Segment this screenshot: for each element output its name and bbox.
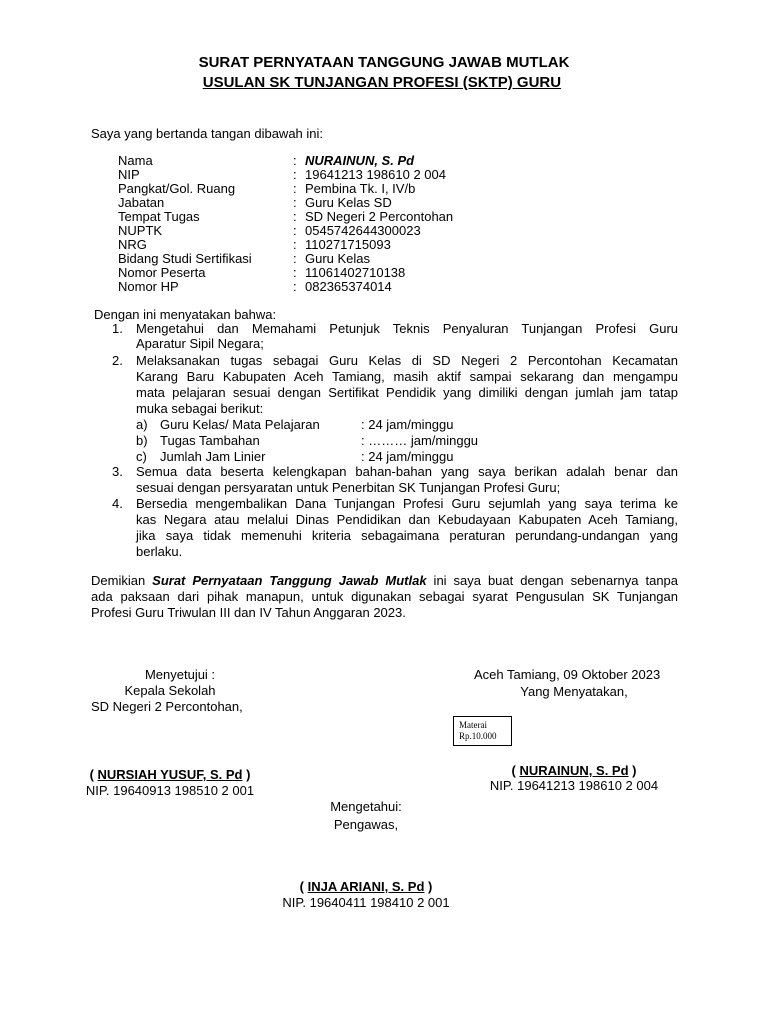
list-line: Aparatur Sipil Negara; xyxy=(136,336,264,351)
sub-item-value: : 24 jam/minggu xyxy=(361,449,454,464)
list-line: kas Negara atau melalui Dinas Pendidikan dan Kebudayaan Kabupaten Aceh Tamiang, xyxy=(136,512,678,527)
identity-colon: : xyxy=(293,223,297,238)
list-number: 4. xyxy=(112,496,123,511)
headmaster-role: Kepala Sekolah xyxy=(124,683,216,698)
list-line: berlaku. xyxy=(136,544,183,559)
list-line: Mengetahui dan Memahami Petunjuk Teknis Penyaluran Tunjangan Profesi Guru xyxy=(136,321,678,336)
closing-line: ada paksaan dari pihak manapun, untuk digunakan sebagai syarat Pengusulan SK Tunjangan xyxy=(91,589,678,604)
identity-colon: : xyxy=(293,167,297,182)
supervisor-nip: NIP. 19640411 198410 2 001 xyxy=(282,895,450,910)
identity-label: NUPTK xyxy=(118,223,163,238)
identity-value: 11061402710138 xyxy=(305,265,406,280)
declarant-nip: NIP. 19641213 198610 2 004 xyxy=(489,778,659,793)
identity-value: Guru Kelas SD xyxy=(305,195,392,210)
identity-value: NURAINUN, S. Pd xyxy=(305,153,415,168)
identity-colon: : xyxy=(293,209,297,224)
approval-label: Menyetujui : xyxy=(144,667,216,682)
identity-label: NRG xyxy=(118,237,147,252)
list-line: Melaksanakan tugas sebagai Guru Kelas di SD Negeri 2 Percontohan Kecamatan xyxy=(136,353,678,368)
identity-colon: : xyxy=(293,181,297,196)
closing-line: Demikian Surat Pernyataan Tanggung Jawab Mutlak ini saya buat dengan sebenarnya tanpa xyxy=(91,573,679,588)
stamp-line: Materai xyxy=(459,720,487,730)
sub-item-value: : 24 jam/minggu xyxy=(361,417,454,432)
list-number: 2. xyxy=(112,353,123,368)
supervisor-role: Pengawas, xyxy=(333,817,399,832)
stamp-line: Rp.10.000 xyxy=(459,731,497,741)
identity-value: 0545742644300023 xyxy=(305,223,421,238)
identity-label: Nomor HP xyxy=(118,279,179,294)
identity-label: NIP xyxy=(118,167,140,182)
sub-item-letter: b) xyxy=(136,433,148,448)
list-line: jika saya tidak memenuhi kriteria sebagaimana peraturan perundang-undangan yang xyxy=(136,528,678,543)
list-line: Semua data beserta kelengkapan bahan-bahan yang saya berikan adalah benar dan xyxy=(136,464,678,479)
identity-value: 19641213 198610 2 004 xyxy=(305,167,446,182)
identity-label: Jabatan xyxy=(118,195,165,210)
identity-colon: : xyxy=(293,237,297,252)
list-number: 3. xyxy=(112,464,123,479)
identity-colon: : xyxy=(293,265,297,280)
document-subtitle: USULAN SK TUNJANGAN PROFESI (SKTP) GURU xyxy=(202,74,562,91)
acknowledged-label: Mengetahui: xyxy=(330,799,402,814)
statement-intro: Dengan ini menyatakan bahwa: xyxy=(94,307,277,322)
list-line: mata pelajaran sesuai dengan Sertifikat Pendidik yang dimiliki dengan jumlah jam tatap xyxy=(136,385,678,400)
list-line: Bersedia mengembalikan Dana Tunjangan Profesi Guru sejumlah yang saya terima ke xyxy=(136,496,678,511)
identity-value: 110271715093 xyxy=(305,237,391,252)
identity-label: Tempat Tugas xyxy=(118,209,200,224)
list-number: 1. xyxy=(112,321,123,336)
list-line: muka sebagai berikut: xyxy=(136,401,264,416)
identity-value: SD Negeri 2 Percontohan xyxy=(305,209,454,224)
identity-colon: : xyxy=(293,279,297,294)
sub-item-letter: c) xyxy=(136,449,147,464)
sub-item-letter: a) xyxy=(136,417,148,432)
identity-colon: : xyxy=(293,195,297,210)
supervisor-name: ( INJA ARIANI, S. Pd ) xyxy=(299,879,433,894)
sub-item-label: Guru Kelas/ Mata Pelajaran xyxy=(160,417,320,432)
sub-item-label: Jumlah Jam Linier xyxy=(160,449,266,464)
identity-value: 082365374014 xyxy=(305,279,392,294)
sub-item-label: Tugas Tambahan xyxy=(160,433,260,448)
document-title: SURAT PERNYATAAN TANGGUNG JAWAB MUTLAK xyxy=(198,54,570,71)
declarant-label: Yang Menyatakan, xyxy=(520,684,628,699)
identity-value: Guru Kelas xyxy=(305,251,371,266)
place-date: Aceh Tamiang, 09 Oktober 2023 xyxy=(474,667,661,682)
identity-value: Pembina Tk. I, IV/b xyxy=(305,181,416,196)
headmaster-nip: NIP. 19640913 198510 2 001 xyxy=(85,783,255,798)
identity-colon: : xyxy=(293,251,297,266)
sub-item-value: : ……… jam/minggu xyxy=(361,433,479,448)
intro-text: Saya yang bertanda tangan dibawah ini: xyxy=(91,126,324,141)
list-line: sesuai dengan persyaratan untuk Penerbitan SK Tunjangan Profesi Guru; xyxy=(136,480,561,495)
headmaster-name: ( NURSIAH YUSUF, S. Pd ) xyxy=(89,767,251,782)
identity-colon: : xyxy=(293,153,297,168)
list-line: Karang Baru Kabupaten Aceh Tamiang, masih aktif sampai sekarang dan mengampu xyxy=(136,369,678,384)
closing-line: Profesi Guru Triwulan III dan IV Tahun Anggaran 2023. xyxy=(91,605,406,620)
declarant-name: ( NURAINUN, S. Pd ) xyxy=(511,763,637,778)
revenue-stamp xyxy=(453,716,512,746)
school-name: SD Negeri 2 Percontohan, xyxy=(91,699,243,714)
identity-label: Pangkat/Gol. Ruang xyxy=(118,181,236,196)
identity-label: Bidang Studi Sertifikasi xyxy=(118,251,252,266)
identity-label: Nama xyxy=(118,153,153,168)
identity-label: Nomor Peserta xyxy=(118,265,206,280)
